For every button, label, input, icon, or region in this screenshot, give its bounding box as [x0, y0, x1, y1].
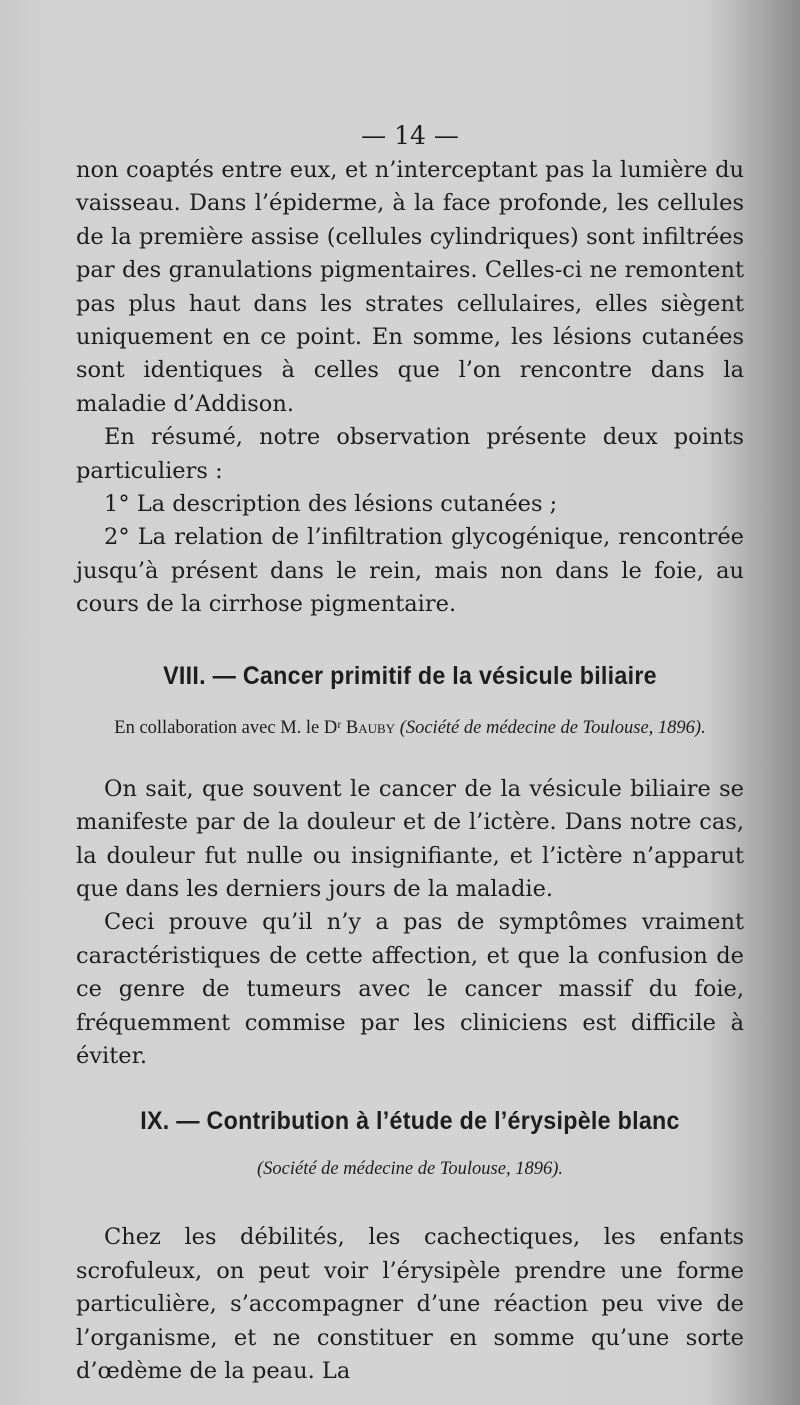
paragraph-cancer-symptoms: On sait, que souvent le cancer de la vésicule biliaire se manifeste par de la douleur et de l’ictère. Dans notre cas, la douleur fut nulle ou insignifiante, et l’ictère n’apparut que dans les derniers jours de la maladie. [76, 775, 744, 902]
section-heading-viii: VIII. — Cancer primitif de la vésicule biliaire [163, 661, 657, 690]
paragraph-addison-lesions: non coaptés entre eux, et n’interceptant pas la lumière du vaisseau. Dans l’épiderme, à la face profonde, les cellules de la première assise (cellules cylindriques) sont infiltrées par des granulations pigmentaires. Celles-ci ne remontent pas plus haut dans les strates cellulaires, elles siègent uniquement en ce point. En somme, les lésions cutanées sont identiques à celles que l’on rencontre dans la maladie d’Addison. [76, 157, 744, 417]
paragraph-cancer-conclusion: Ceci prouve qu’il n’y a pas de symptômes vraiment caractéristiques de cette affection, et que la confusion de ce genre de tumeurs avec le cancer massif du foie, fréquemment commise par les cliniciens est difficile à éviter. [76, 909, 744, 1069]
subtitle-source-ix: (Société de médecine de Toulouse, 1896). [256, 1159, 564, 1180]
list-item-1: 1° La description des lésions cutanées ; [104, 491, 558, 518]
subtitle-collab-prefix: En collaboration avec M. le Dʳ [114, 717, 346, 738]
subtitle-author-name: Bauby [345, 717, 396, 738]
list-item-2: 2° La relation de l’infiltration glycogénique, rencontrée jusqu’à présent dans le rein, mais non dans le foie, au cours de la cirrhose pigmentaire. [76, 524, 744, 618]
section-ix-subtitle [76, 1154, 744, 1184]
section-viii-subtitle [76, 713, 744, 743]
book-page [76, 118, 744, 1388]
paragraph-summary: En résumé, notre observation présente deux points particuliers : [76, 424, 744, 484]
section-heading-ix: IX. — Contribution à l’étude de l’érysipèle blanc [140, 1107, 680, 1136]
subtitle-source: (Société de médecine de Toulouse, 1896). [395, 717, 706, 738]
paragraph-erysipelas: Chez les débilités, les cachectiques, les enfants scrofuleux, on peut voir l’érysipèle prendre une forme particulière, s’accompagner d’une réaction peu vive de l’organisme, et ne constituer en somme qu’une sorte d’œdème de la peau. La [76, 1224, 744, 1384]
page-number: — 14 — [361, 121, 459, 150]
